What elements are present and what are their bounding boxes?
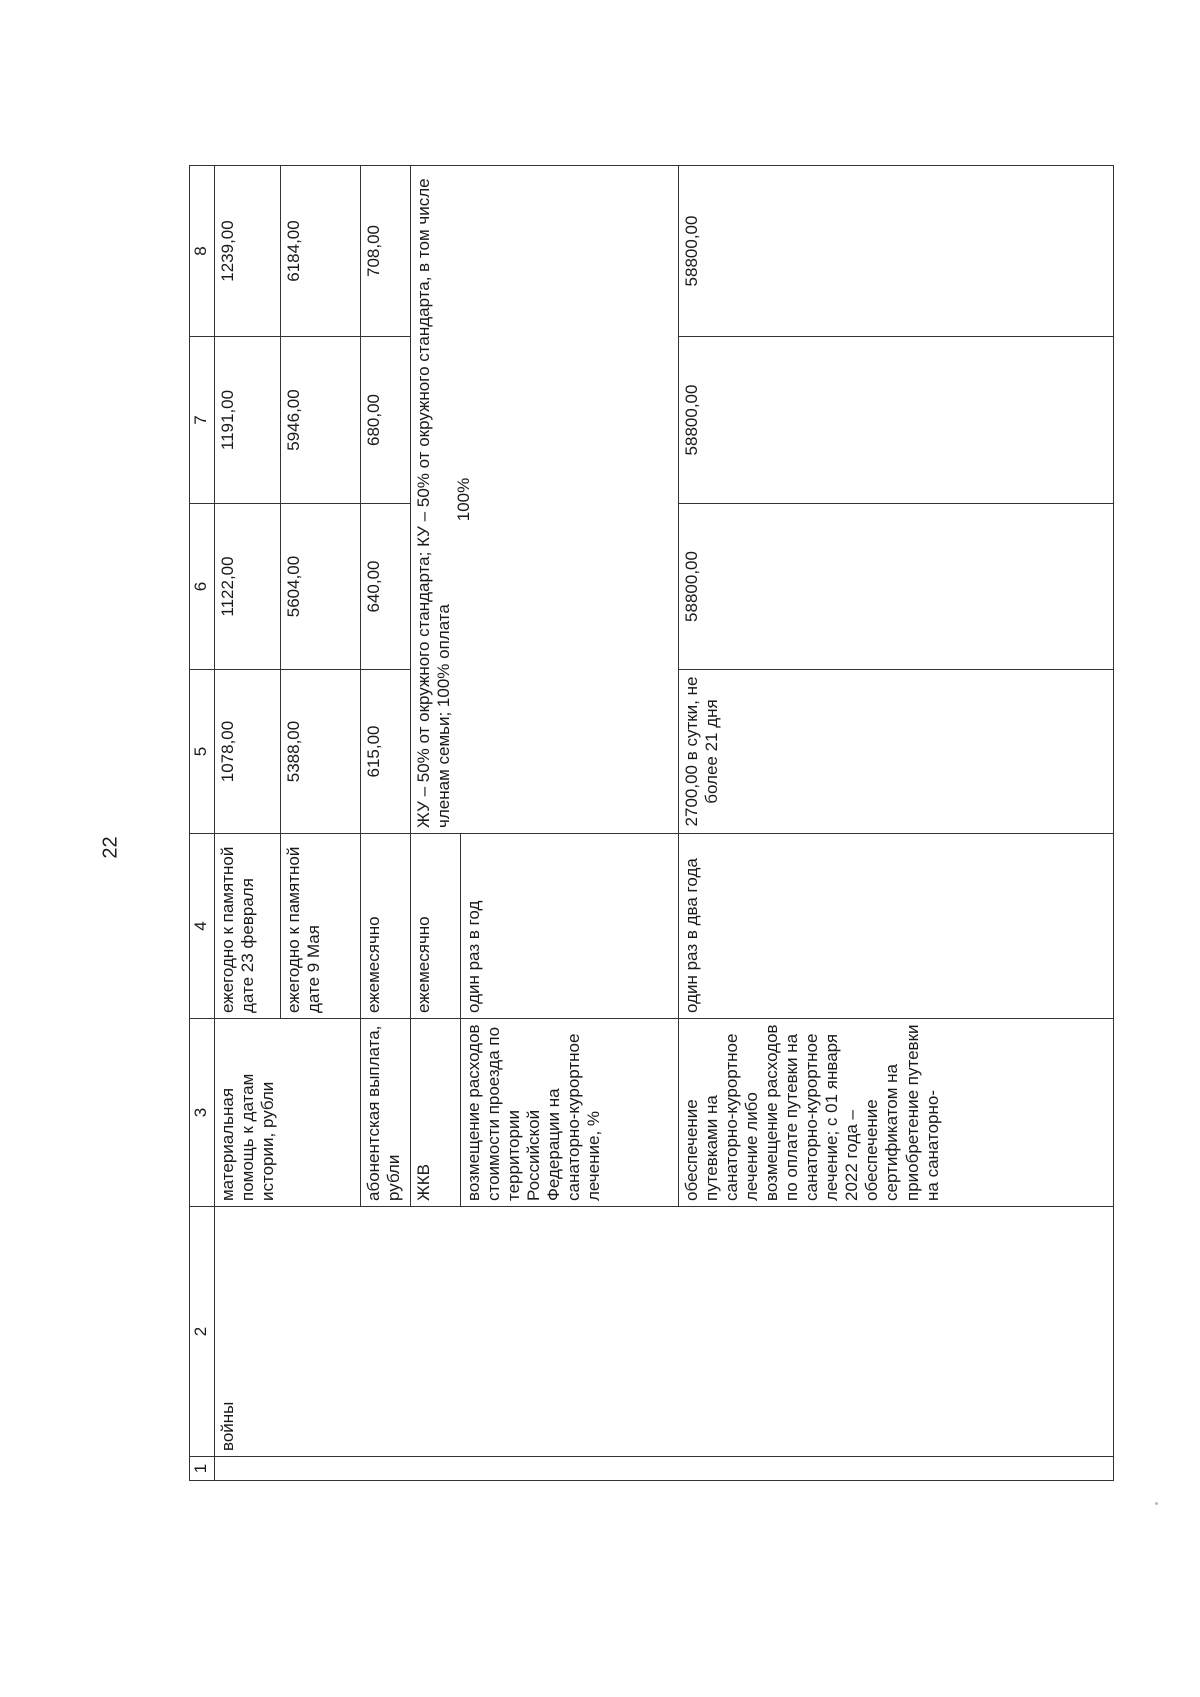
scan-speck xyxy=(1155,1502,1158,1505)
benefit-cell: ЖКВ xyxy=(411,1019,461,1207)
value-cell-6: 58800,00 xyxy=(679,504,1114,670)
value-cell-8: 58800,00 xyxy=(679,166,1114,337)
header-cell-1: 1 xyxy=(190,1457,215,1481)
benefit-cell: возмещение расходов стоимости проезда по территории Российской Федерации на санаторно-курортное лечение, % xyxy=(461,1019,679,1207)
value-cell-5: 615,00 xyxy=(361,670,411,834)
period-cell: ежемесячно xyxy=(411,834,461,1019)
merged-zhkv-percent: 100% xyxy=(454,477,474,522)
page-number: 22 xyxy=(99,836,122,859)
header-cell-5: 5 xyxy=(190,670,215,834)
col2-cell: войны xyxy=(215,1207,1114,1457)
header-cell-7: 7 xyxy=(190,337,215,504)
value-cell-5: 2700,00 в сутки, не более 21 дня xyxy=(679,670,1114,834)
table-wrapper xyxy=(189,166,1108,1481)
value-cell-7: 58800,00 xyxy=(679,337,1114,504)
value-cell-8: 1239,00 xyxy=(215,166,281,337)
benefit-cell: абонентская выплата, рубли xyxy=(361,1019,411,1207)
value-cell-6: 1122,00 xyxy=(215,504,281,670)
period-cell: ежемесячно xyxy=(361,834,411,1019)
header-cell-4: 4 xyxy=(190,834,215,1019)
header-cell-3: 3 xyxy=(190,1019,215,1207)
value-cell-7: 5946,00 xyxy=(281,337,361,504)
header-row xyxy=(190,166,215,1481)
value-cell-8: 6184,00 xyxy=(281,166,361,337)
value-cell-5: 5388,00 xyxy=(281,670,361,834)
value-cell-6: 5604,00 xyxy=(281,504,361,670)
period-cell: ежегодно к памятной дате 23 февраля xyxy=(215,834,281,1019)
benefit-cell: материальная помощь к датам истории, рубли xyxy=(215,1019,361,1207)
value-cell-7: 680,00 xyxy=(361,337,411,504)
value-cell-7: 1191,00 xyxy=(215,337,281,504)
benefits-table xyxy=(189,165,1114,1481)
header-cell-8: 8 xyxy=(190,166,215,337)
table-row-1a xyxy=(215,166,281,1481)
col1-cell xyxy=(215,1457,1114,1481)
header-cell-6: 6 xyxy=(190,504,215,670)
rotated-table-container xyxy=(189,166,1108,1481)
value-cell-6: 640,00 xyxy=(361,504,411,670)
value-cell-8: 708,00 xyxy=(361,166,411,337)
value-cell-5: 1078,00 xyxy=(215,670,281,834)
merged-zhkv-cell xyxy=(411,166,679,834)
merged-zhkv-text: ЖУ – 50% от окружного стандарта; КУ – 50% от окружного стандарта, в том числе членам семьи; 100% оплата xyxy=(414,178,454,828)
period-cell: один раз в два года xyxy=(679,834,1114,1019)
period-cell: ежегодно к памятной дате 9 Мая xyxy=(281,834,361,1019)
benefit-cell: обеспечение путевками на санаторно-курортное лечение либо возмещение расходов по оплате путевки на санаторно-курортное лечение; с 01 января 2022 года – обеспечение сертификатом на приобретение путевки на санаторно- xyxy=(679,1019,1114,1207)
header-cell-2: 2 xyxy=(190,1207,215,1457)
period-cell: один раз в год xyxy=(461,834,679,1019)
